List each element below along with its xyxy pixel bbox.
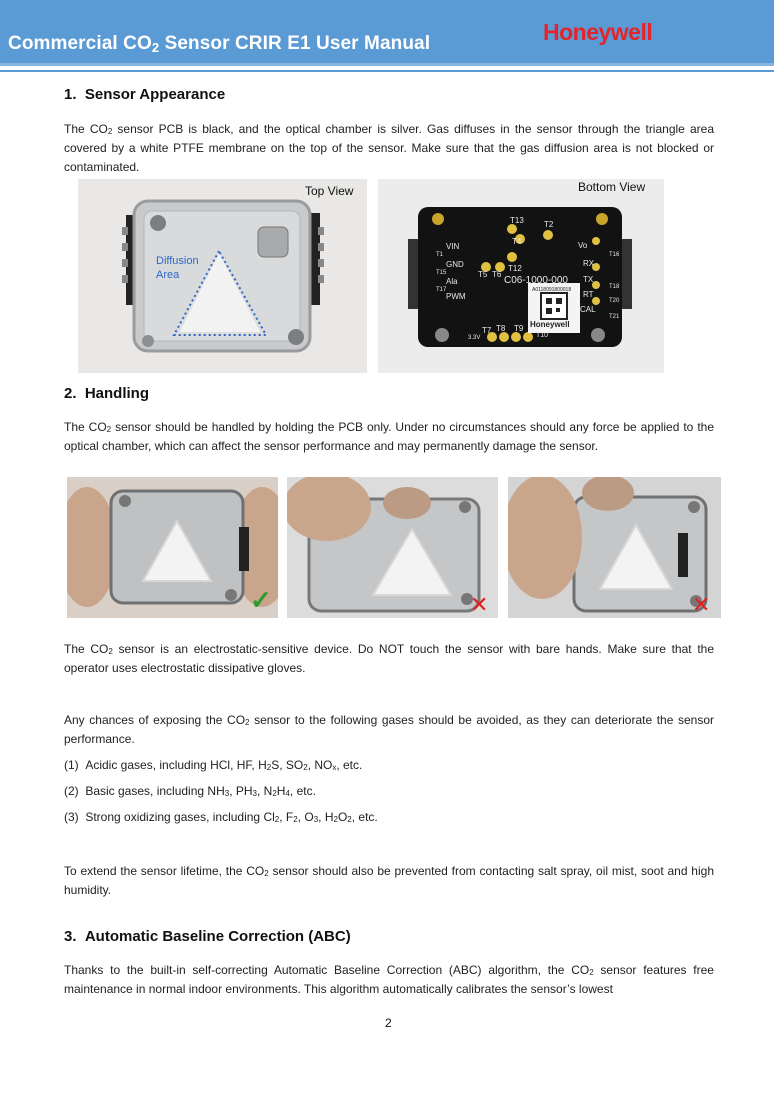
pcb-label-vo: Vo: [578, 241, 588, 250]
pcb-label-t15: T15: [436, 270, 447, 276]
check-icon: ✓: [250, 585, 272, 615]
honeywell-logo: Honeywell: [543, 19, 653, 45]
page-number: 2: [385, 1016, 392, 1030]
pcb-label-rx: RX: [583, 259, 595, 268]
paragraph-sensor-appearance: The $CO_2$ sensor PCB is black, and the optical chamber is silver. Gas diffuses in the sensor through the triangle area covered by a white PTFE membrane on the top of the sensor. Make sure that the gas diffusion area is not blocked or contaminated.: [64, 122, 714, 174]
pcb-label-ala: Ala: [446, 277, 458, 286]
pcb-label-t10: T10: [536, 332, 549, 339]
section-heading-sensor-appearance: 1. Sensor Appearance: [64, 86, 226, 103]
cross-icon: ✕: [470, 592, 489, 617]
list-item-oxidizing-gases: (3) Strong oxidizing gases, including $Cl_2$, $F_2$, $O_3$, $H_2O_2$, etc.: [64, 810, 378, 824]
cross-icon: ✕: [692, 592, 711, 617]
pcb-label-t20: T20: [609, 298, 620, 304]
pcb-label-t16: T16: [609, 252, 620, 258]
pcb-label-3v3: 3.3V: [468, 335, 481, 341]
pcb-label-t8: T8: [496, 324, 506, 333]
paragraph-handling: The $CO_2$ sensor should be handled by holding the PCB only. Under no circumstances should any force be applied to the optical chamber, which can affect the sensor performance and may permanently damage the sensor.: [64, 420, 715, 453]
list-item-basic-gases: (2) Basic gases, including $NH_3$, $PH_3$, $N_2H_4$, etc.: [64, 784, 316, 798]
header-divider: [0, 70, 774, 72]
pcb-label-rt: RT: [583, 290, 594, 299]
handling-wrong-2-illustration: [508, 477, 721, 618]
handling-photo-correct: [67, 477, 278, 618]
pcb-silkscreen-labels: [378, 179, 664, 373]
pcb-label-tx: TX: [583, 275, 594, 284]
bottom-view-caption: Bottom View: [578, 180, 646, 194]
top-view-caption: Top View: [305, 184, 354, 198]
pcb-label-t17: T17: [436, 287, 447, 293]
handling-photo-wrong-1: [287, 477, 498, 618]
section-heading-handling: 2. Handling: [64, 385, 150, 402]
diffusion-area-label: Diffusion Area: [156, 255, 199, 281]
pcb-label-gnd: GND: [446, 260, 464, 269]
top-view-illustration: [78, 179, 367, 373]
pcb-serial-number: A0118091800018: [532, 287, 572, 293]
pcb-label-t1: T1: [436, 252, 444, 258]
pcb-label-pwm: PWM: [446, 292, 466, 301]
pcb-part-number: C06-1000-000: [504, 275, 568, 286]
pcb-label-t18: T18: [609, 284, 620, 290]
pcb-label-cal: CAL: [580, 305, 596, 314]
pcb-label-t21: T21: [609, 314, 620, 320]
document-title: Commercial $CO_2$ Sensor CRIR E1 User Manual: [8, 33, 431, 55]
bottom-view-photo: [378, 179, 664, 373]
top-view-photo: [78, 179, 367, 373]
handling-wrong-1-illustration: [287, 477, 498, 618]
paragraph-abc: Thanks to the built-in self-correcting Automatic Baseline Correction (ABC) algorithm, the $CO_2$ sensor features free maintenance in normal indoor environments. This algorithm automatically calibrates the sensor’s lowest: [64, 963, 714, 996]
pcb-label-vin: VIN: [446, 242, 460, 251]
section-heading-abc: 3. Automatic Baseline Correction (ABC): [64, 928, 351, 945]
page-header-banner: [0, 0, 774, 66]
pcb-label-t2: T2: [544, 220, 554, 229]
handling-correct-illustration: [67, 477, 278, 618]
pcb-label-t4: T4: [512, 237, 522, 246]
pcb-label-t9: T9: [514, 324, 524, 333]
pcb-label-t13: T13: [510, 216, 524, 225]
list-item-acidic-gases: (1) Acidic gases, including HCl, HF, $H_2S$, $SO_2$, $NO_x$, etc.: [64, 758, 363, 772]
paragraph-gas-exposure: Any chances of exposing the $CO_2$ sensor to the following gases should be avoided, as they can deteriorate the sensor performance.: [64, 713, 714, 746]
paragraph-esd: The $CO_2$ sensor is an electrostatic-sensitive device. Do NOT touch the sensor with bare hands. Make sure that the operator uses electrostatic dissipative gloves.: [64, 642, 714, 675]
pcb-label-t5: T5: [478, 270, 488, 279]
paragraph-lifetime: To extend the sensor lifetime, the $CO_2$ sensor should also be prevented from contacting salt spray, oil mist, soot and high humidity.: [64, 864, 714, 897]
pcb-label-t6: T6: [492, 270, 502, 279]
pcb-brand-label: Honeywell: [530, 320, 570, 329]
handling-photo-wrong-2: [508, 477, 721, 618]
pcb-label-t7: T7: [482, 326, 492, 335]
pcb-label-t12: T12: [508, 264, 522, 273]
